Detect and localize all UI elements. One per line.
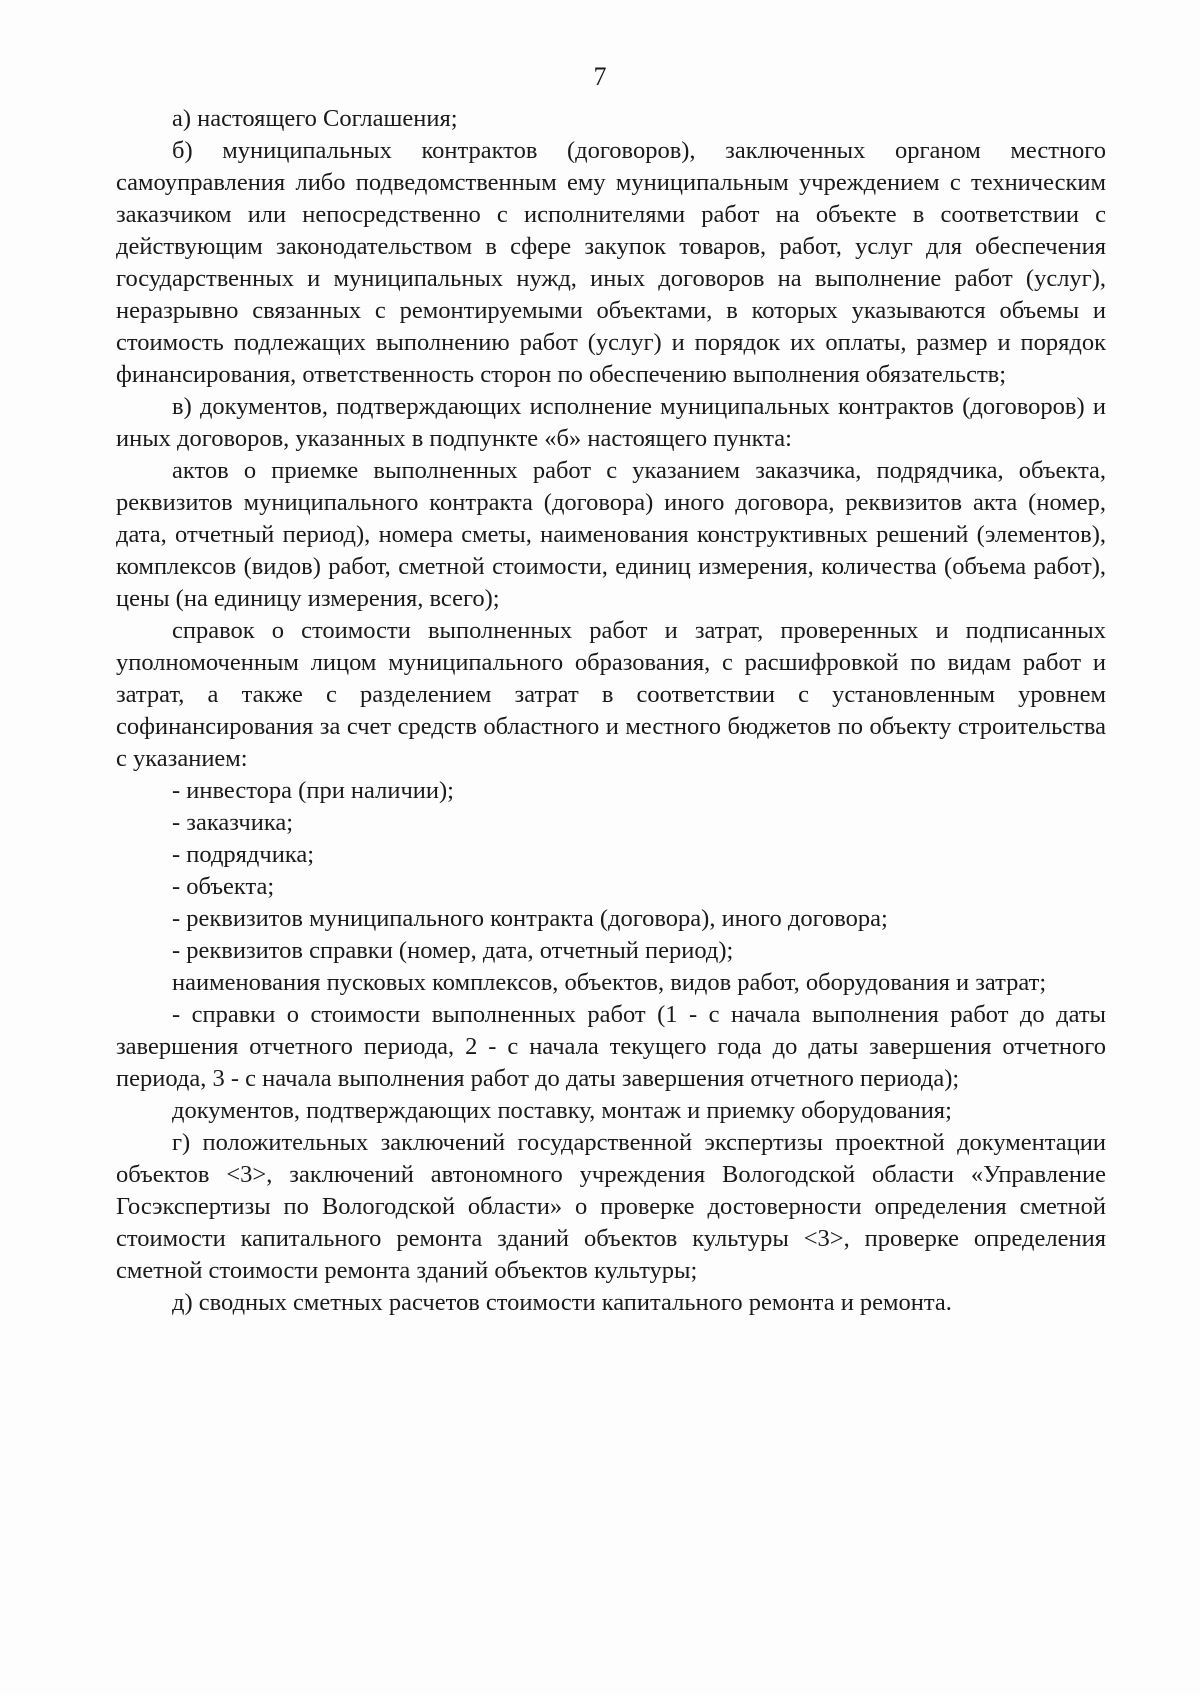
paragraph-d: д) сводных сметных расчетов стоимости капитального ремонта и ремонта. (172, 1289, 952, 1316)
list-item-contractor: - подрядчика; (172, 841, 315, 868)
paragraph-names: наименования пусковых комплексов, объектов, видов работ, оборудования и затрат; (172, 969, 1047, 996)
paragraph-cost-certificates: - справки о стоимости выполненных работ (1 - с начала выполнения работ до даты завершения отчетного периода, 2 - с начала текущего года до даты завершения отчетного периода, 3 - с начала выполнения работ до даты завершения отчетного периода); (116, 1001, 1106, 1092)
paragraph-equipment-documents: документов, подтверждающих поставку, монтаж и приемку оборудования; (172, 1097, 952, 1124)
paragraph-acts: актов о приемке выполненных работ с указанием заказчика, подрядчика, объекта, реквизитов муниципального контракта (договора) иного договора, реквизитов акта (номер, дата, отчетный период), номера сметы, наименования конструктивных решений (элементов), комплексов (видов) работ, сметной стоимости, единиц измерения, количества (объема работ), цены (на единицу измерения, всего); (116, 457, 1106, 612)
list-item-object: - объекта; (172, 873, 275, 900)
list-item-contract-details: - реквизитов муниципального контракта (договора), иного договора; (172, 905, 888, 932)
paragraph-g: г) положительных заключений государственной экспертизы проектной документации объектов <3>, заключений автономного учреждения Вологодской области «Управление Госэкспертизы по Вологодской области» о проверке достоверности определения сметной стоимости капитального ремонта зданий объектов культуры <3>, проверке определения сметной стоимости ремонта зданий объектов культуры; (116, 1129, 1106, 1284)
list-item-customer: - заказчика; (172, 809, 294, 836)
list-item-investor: - инвестора (при наличии); (172, 777, 454, 804)
document-body (116, 103, 1106, 1319)
paragraph-b: б) муниципальных контрактов (договоров), заключенных органом местного самоуправления либо подведомственным ему муниципальным учреждением с техническим заказчиком или непосредственно с исполнителями работ на объекте в соответствии с действующим законодательством в сфере закупок товаров, работ, услуг для обеспечения государственных и муниципальных нужд, иных договоров на выполнение работ (услуг), неразрывно связанных с ремонтируемыми объектами, в которых указываются объемы и стоимость подлежащих выполнению работ (услуг) и порядок их оплаты, размер и порядок финансирования, ответственность сторон по обеспечению выполнения обязательств; (116, 137, 1106, 388)
list-item-certificate-details: - реквизитов справки (номер, дата, отчетный период); (172, 937, 734, 964)
paragraph-v: в) документов, подтверждающих исполнение муниципальных контрактов (договоров) и иных договоров, указанных в подпункте «б» настоящего пункта: (116, 393, 1106, 452)
page-number: 7 (593, 62, 607, 91)
paragraph-certificates: справок о стоимости выполненных работ и затрат, проверенных и подписанных уполномоченным лицом муниципального образования, с расшифровкой по видам работ и затрат, а также с разделением затрат в соответствии с установленным уровнем софинансирования за счет средств областного и местного бюджетов по объекту строительства с указанием: (116, 617, 1106, 772)
paragraph-a: а) настоящего Соглашения; (172, 105, 458, 132)
